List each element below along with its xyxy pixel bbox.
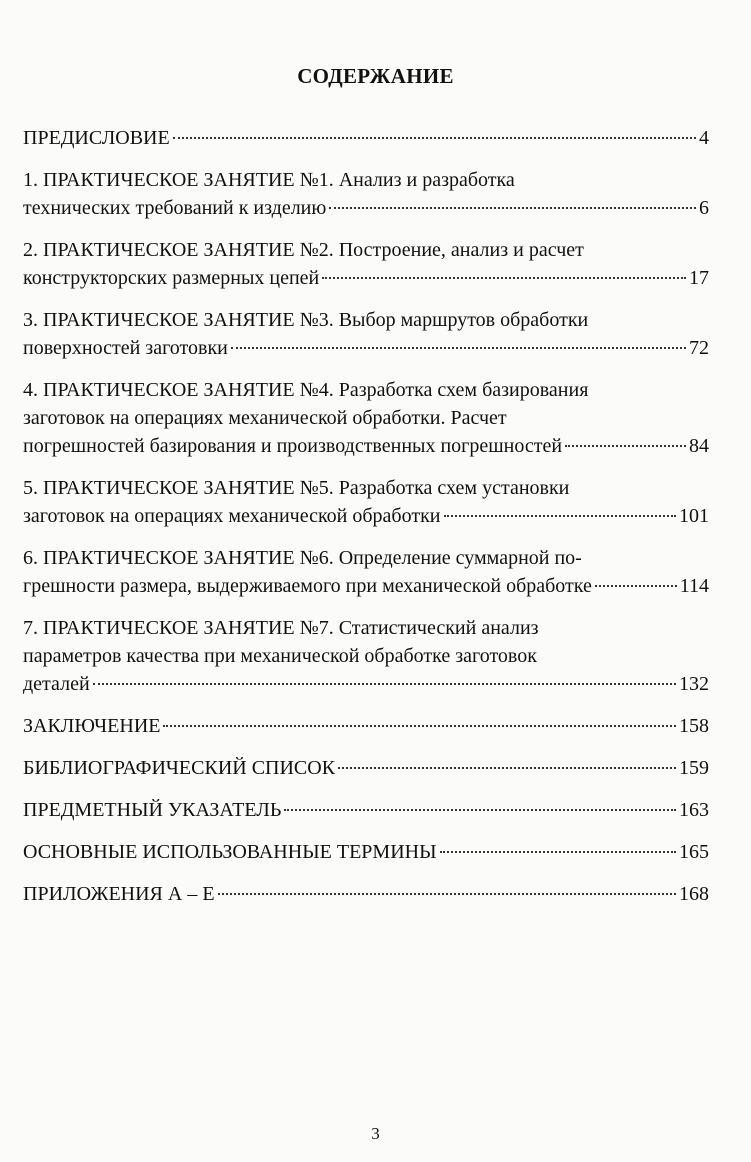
- dot-leader: [440, 851, 676, 853]
- dot-leader: [595, 585, 677, 587]
- toc-entry-page: 101: [679, 505, 709, 527]
- page-title: СОДЕРЖАНИЕ: [297, 64, 454, 88]
- toc-entry-page: 132: [679, 673, 709, 695]
- toc-entry-page: 159: [679, 757, 709, 779]
- toc-entry-line: 4. ПРАКТИЧЕСКОЕ ЗАНЯТИЕ №4. Разработка схем базирования: [23, 379, 589, 401]
- toc-entry-final-line: [23, 838, 709, 866]
- toc-entry-page: 4: [699, 127, 709, 149]
- toc-entry[interactable]: [23, 236, 709, 292]
- toc-entry-final-line: [23, 670, 709, 698]
- toc-entry-final-line: [23, 712, 709, 740]
- toc-entry-final-line: [23, 194, 709, 222]
- toc-entry-title: деталей: [23, 673, 90, 695]
- toc-entry-final-line: [23, 572, 709, 600]
- toc-entry-title: заготовок на операциях механической обработки: [23, 505, 441, 527]
- toc-entry[interactable]: [23, 796, 709, 824]
- dot-leader: [565, 445, 686, 447]
- toc-entry-page: 163: [679, 799, 709, 821]
- toc-entry-page: 17: [689, 267, 709, 289]
- toc-entry-page: 72: [689, 337, 709, 359]
- dot-leader: [93, 683, 676, 685]
- dot-leader: [329, 207, 696, 209]
- toc-entry[interactable]: [23, 306, 709, 362]
- toc-entry-final-line: [23, 880, 709, 908]
- page-number: 3: [371, 1124, 380, 1143]
- toc-entry-title: конструкторских размерных цепей: [23, 267, 320, 289]
- toc-entry[interactable]: [23, 376, 709, 460]
- toc-entry-line: 6. ПРАКТИЧЕСКОЕ ЗАНЯТИЕ №6. Определение суммарной по-: [23, 547, 582, 569]
- toc-entry[interactable]: [23, 754, 709, 782]
- toc-entry-line: заготовок на операциях механической обработки. Расчет: [23, 407, 507, 429]
- toc-entry-page: 114: [679, 575, 709, 597]
- toc-entry[interactable]: [23, 712, 709, 740]
- toc-entry[interactable]: [23, 838, 709, 866]
- toc-entry[interactable]: [23, 166, 709, 222]
- toc-entry-line: параметров качества при механической обработке заготовок: [23, 645, 537, 667]
- toc-entry-line: 3. ПРАКТИЧЕСКОЕ ЗАНЯТИЕ №3. Выбор маршрутов обработки: [23, 309, 589, 331]
- toc-entry[interactable]: [23, 880, 709, 908]
- toc-entry-line: 1. ПРАКТИЧЕСКОЕ ЗАНЯТИЕ №1. Анализ и разработка: [23, 169, 515, 191]
- toc-entry-title: погрешностей базирования и производственных погрешностей: [23, 435, 563, 457]
- toc-entry[interactable]: [23, 124, 709, 152]
- toc-entry-final-line: [23, 754, 709, 782]
- table-of-contents: [23, 124, 709, 922]
- toc-entry[interactable]: [23, 544, 709, 600]
- toc-entry-title: ОСНОВНЫЕ ИСПОЛЬЗОВАННЫЕ ТЕРМИНЫ: [23, 841, 437, 863]
- toc-entry-page: 168: [679, 883, 709, 905]
- dot-leader: [284, 809, 676, 811]
- toc-entry-line: 5. ПРАКТИЧЕСКОЕ ЗАНЯТИЕ №5. Разработка схем установки: [23, 477, 570, 499]
- dot-leader: [163, 725, 676, 727]
- toc-entry-page: 84: [689, 435, 709, 457]
- toc-entry-line: 2. ПРАКТИЧЕСКОЕ ЗАНЯТИЕ №2. Построение, анализ и расчет: [23, 239, 584, 261]
- toc-entry-final-line: [23, 124, 709, 152]
- toc-entry-page: 165: [679, 841, 709, 863]
- toc-entry-title: БИБЛИОГРАФИЧЕСКИЙ СПИСОК: [23, 757, 336, 779]
- toc-entry[interactable]: [23, 474, 709, 530]
- dot-leader: [322, 277, 686, 279]
- toc-entry-final-line: [23, 432, 709, 460]
- toc-entry[interactable]: [23, 614, 709, 698]
- dot-leader: [231, 347, 686, 349]
- toc-entry-title: ПРИЛОЖЕНИЯ А – Е: [23, 883, 215, 905]
- dot-leader: [218, 893, 676, 895]
- toc-entry-final-line: [23, 264, 709, 292]
- dot-leader: [173, 137, 696, 139]
- toc-entry-page: 6: [699, 197, 709, 219]
- dot-leader: [444, 515, 677, 517]
- toc-entry-final-line: [23, 334, 709, 362]
- toc-entry-title: поверхностей заготовки: [23, 337, 228, 359]
- dot-leader: [338, 767, 676, 769]
- toc-entry-final-line: [23, 796, 709, 824]
- toc-entry-page: 158: [679, 715, 709, 737]
- toc-entry-title: технических требований к изделию: [23, 197, 327, 219]
- toc-entry-title: ПРЕДМЕТНЫЙ УКАЗАТЕЛЬ: [23, 799, 282, 821]
- toc-entry-title: грешности размера, выдерживаемого при механической обработке: [23, 575, 592, 597]
- toc-entry-final-line: [23, 502, 709, 530]
- toc-entry-title: ПРЕДИСЛОВИЕ: [23, 127, 170, 149]
- toc-entry-line: 7. ПРАКТИЧЕСКОЕ ЗАНЯТИЕ №7. Статистический анализ: [23, 617, 539, 639]
- toc-entry-title: ЗАКЛЮЧЕНИЕ: [23, 715, 161, 737]
